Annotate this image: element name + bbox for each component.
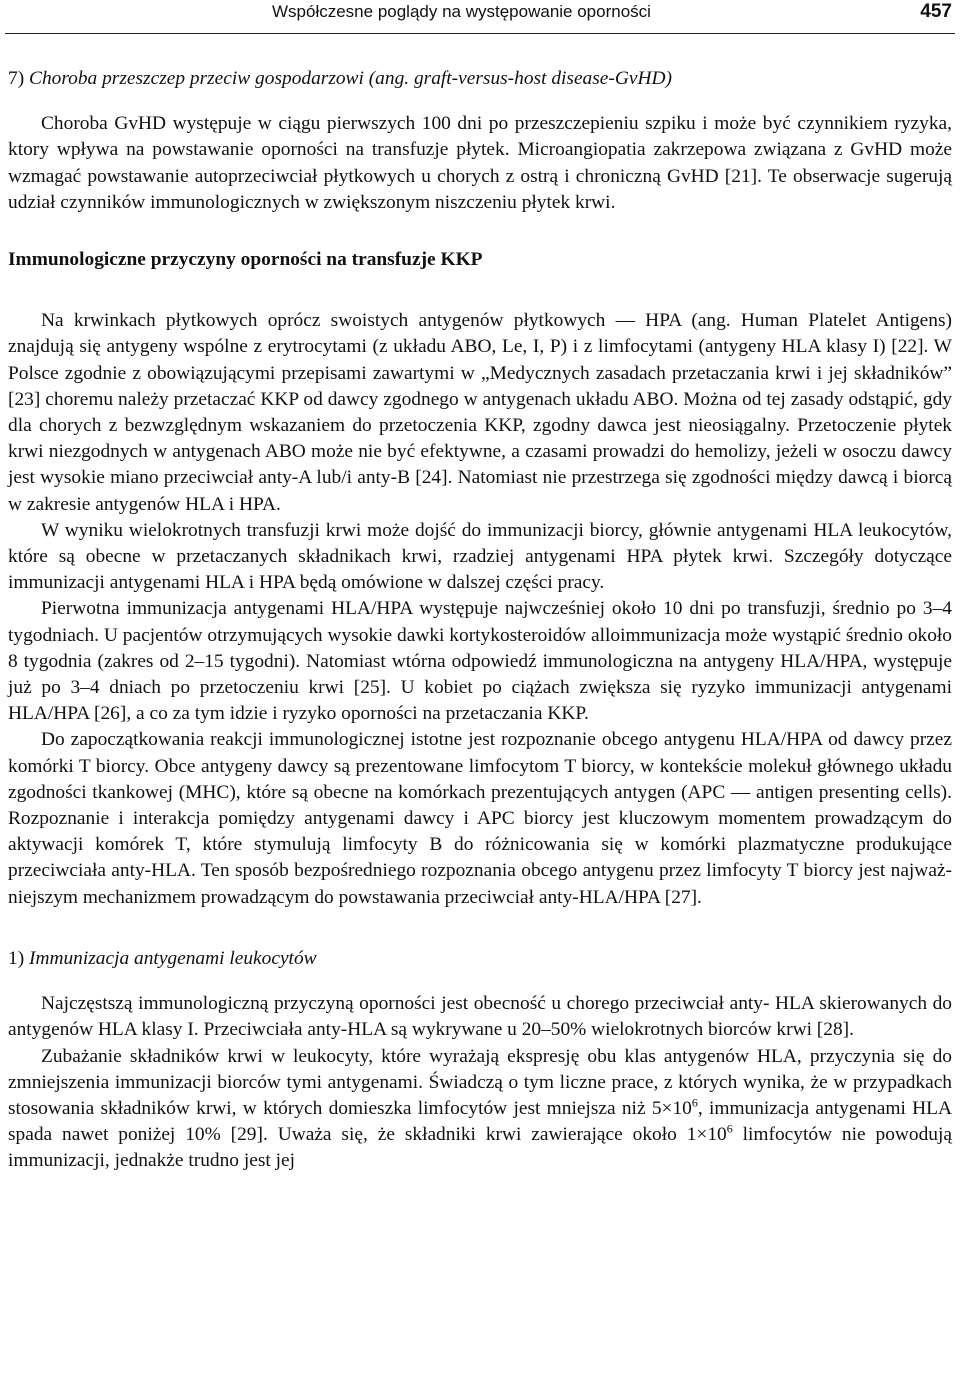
times-sign: ×	[661, 1097, 673, 1119]
paragraph-gvhd: Choroba GvHD występuje w ciągu pierwszych 100 dni po przeszczepieniu szpiku i może być czynnikiem ryzyka, ktory wpływa na powstawanie oporności na transfuzje płytek. Microangiopatia zakrzepowa związana z GvHD może wzmagać powstawanie autoprzeciwciał płytkowych u chorych z ostrą i chroniczną GvHD [21]. Te obserwacje sugerują udział czynników immunologicznych w zwiększonym niszczeniu płytek krwi.	[8, 113, 952, 213]
subsection-heading-leukocyte-immunization	[8, 946, 952, 972]
text-run: , immunizacja antygenami HLA spada nawet poniżej 10% [29]. Uważa się, że składniki krwi zawierające około 1	[8, 1097, 952, 1146]
times-sign: ×	[696, 1124, 708, 1146]
section-number: 7)	[8, 68, 25, 89]
exponent: 6	[726, 1121, 733, 1136]
power-base: 10	[707, 1124, 727, 1146]
exponent: 6	[691, 1095, 698, 1110]
paragraph-immunization: W wyniku wielokrotnych transfuzji krwi może dojść do immunizacji biorcy, głównie antygenami HLA leukocytów, które są obecne w przetaczanych składnikach krwi, rzadziej antygenami HPA płytek krwi. Szczegóły dotyczące immunizacji antygenami HLA i HPA będą omówione w dalszej części pracy.	[8, 519, 952, 594]
subsection-number: 1)	[8, 947, 25, 969]
paragraph-antigens: Na krwinkach płytkowych oprócz swoistych antygenów płytkowych — HPA (ang. Human Platelet Antigens) znajdują się antygeny wspólne z erytrocytami (z układu ABO, Le, I, P) i z limfocytami (antygeny HLA klasy I) [22]. W Polsce zgodnie z obowiązującymi przepisami zawartymi w „Medycznych zasadach przetaczania krwi i jej składników” [23] choremu należy przetaczać KKP od dawcy zgodnego w antygenach układu ABO. Można od tej zasady odstąpić, gdy dla chorych z bezwzględnym wskazaniem do przetoczenia KKP, zgodny dawca jest nieosiągalny. Przetoczenie płytek krwi niezgodnych w antygenach ABO może nie być efektywne, a czasami prowadzi do hemolizy, jeżeli w osoczu dawcy jest wysokie miano przeciwciał anty-A lub/i anty-B [24]. Natomiast nie przestrzega się zgodności między dawcą i biorcą w zakresie antygenów HLA i HPA.	[8, 310, 952, 515]
paragraph-recognition-mechanism: Do zapoczątkowania reakcji immunologicznej istotne jest rozpoznanie obcego antygenu HLA/HPA od dawcy przez komórki T biorcy. Obce antygeny dawcy są prezentowane limfocytom T biorcy, w kontekście molekuł głównego układu zgodności tkankowej (MHC), które są obecne na komórkach prezentujących antygen (APC — antigen presenting cells). Rozpoznanie i interakcja pomiędzy antygenami dawcy i APC biorcy jest kluczowym momentem prowadzącym do aktywacji komórek T, które stymulują limfocyty B do różnicowania się w komórki plazmatyczne produkujące przeciwciała anty-HLA. Ten sposób bezpośredniego rozpoznania obcego antygenu przez limfocyty T biorcy jest najważniejszym mechanizmem prowadzącym do powstawania przeciwciał anty-HLA/HPA [27].	[8, 729, 952, 908]
section-title: Choroba przeszczep przeciw gospodarzowi (ang. graft-versus-host disease-GvHD)	[29, 68, 672, 89]
section-heading-gvhd	[8, 66, 952, 92]
article-body	[8, 66, 952, 1175]
page-header	[0, 0, 960, 36]
power-base: 10	[672, 1097, 692, 1119]
paragraph-leukoreduction	[8, 1044, 952, 1175]
subsection-title: Immunizacja antygenami leukocytów	[29, 947, 317, 969]
paragraph-anti-hla: Najczęstszą immunologiczną przyczyną oporności jest obecność u chorego przeciwciał anty- HLA skierowanych do antygenów HLA klasy I. Przeciwciała anty-HLA są wykrywane u 20–50% wielokrotnych biorców krwi [28].	[8, 993, 952, 1041]
text-run: limfocytów nie powodują immunizacji, jednakże trudno jest jej	[8, 1124, 952, 1172]
text-run: Zubażanie składników krwi w leukocyty, które wyrażają ekspresję obu klas antygenów HLA, przyczynia się do zmniejszenia immunizacji biorców tymi antygenami. Świadczą o tym liczne prace, z których wynika, że w przypadkach stosowania składników krwi, w których domieszka limfocytów jest mniejsza niż 5	[8, 1045, 952, 1119]
section-heading-immunologic-causes: Immunologiczne przyczyny oporności na transfuzje KKP	[8, 249, 483, 271]
paragraph-primary-immunization: Pierwotna immunizacja antygenami HLA/HPA występuje najwcześniej około 10 dni po transfuzji, średnio po 3–4 tygodniach. U pacjentów otrzymujących wysokie dawki kortykosteroidów alloimmunizacja może wystąpić średnio około 8 tygodnia (zakres od 2–15 tygodni). Natomiast wtórna odpowiedź immunologiczna na antygeny HLA/HPA, występuje już po 3–4 dniach po przetoczeniu krwi [25]. U kobiet po ciążach zwiększa się ryzyko immunizacji antygenami HLA/HPA [26], a co za tym idzie i ryzyko oporności na przetaczania KKP.	[8, 598, 952, 725]
running-title: Współczesne poglądy na występowanie oporności	[272, 2, 651, 21]
header-rule	[5, 33, 955, 34]
page-number: 457	[920, 1, 952, 22]
